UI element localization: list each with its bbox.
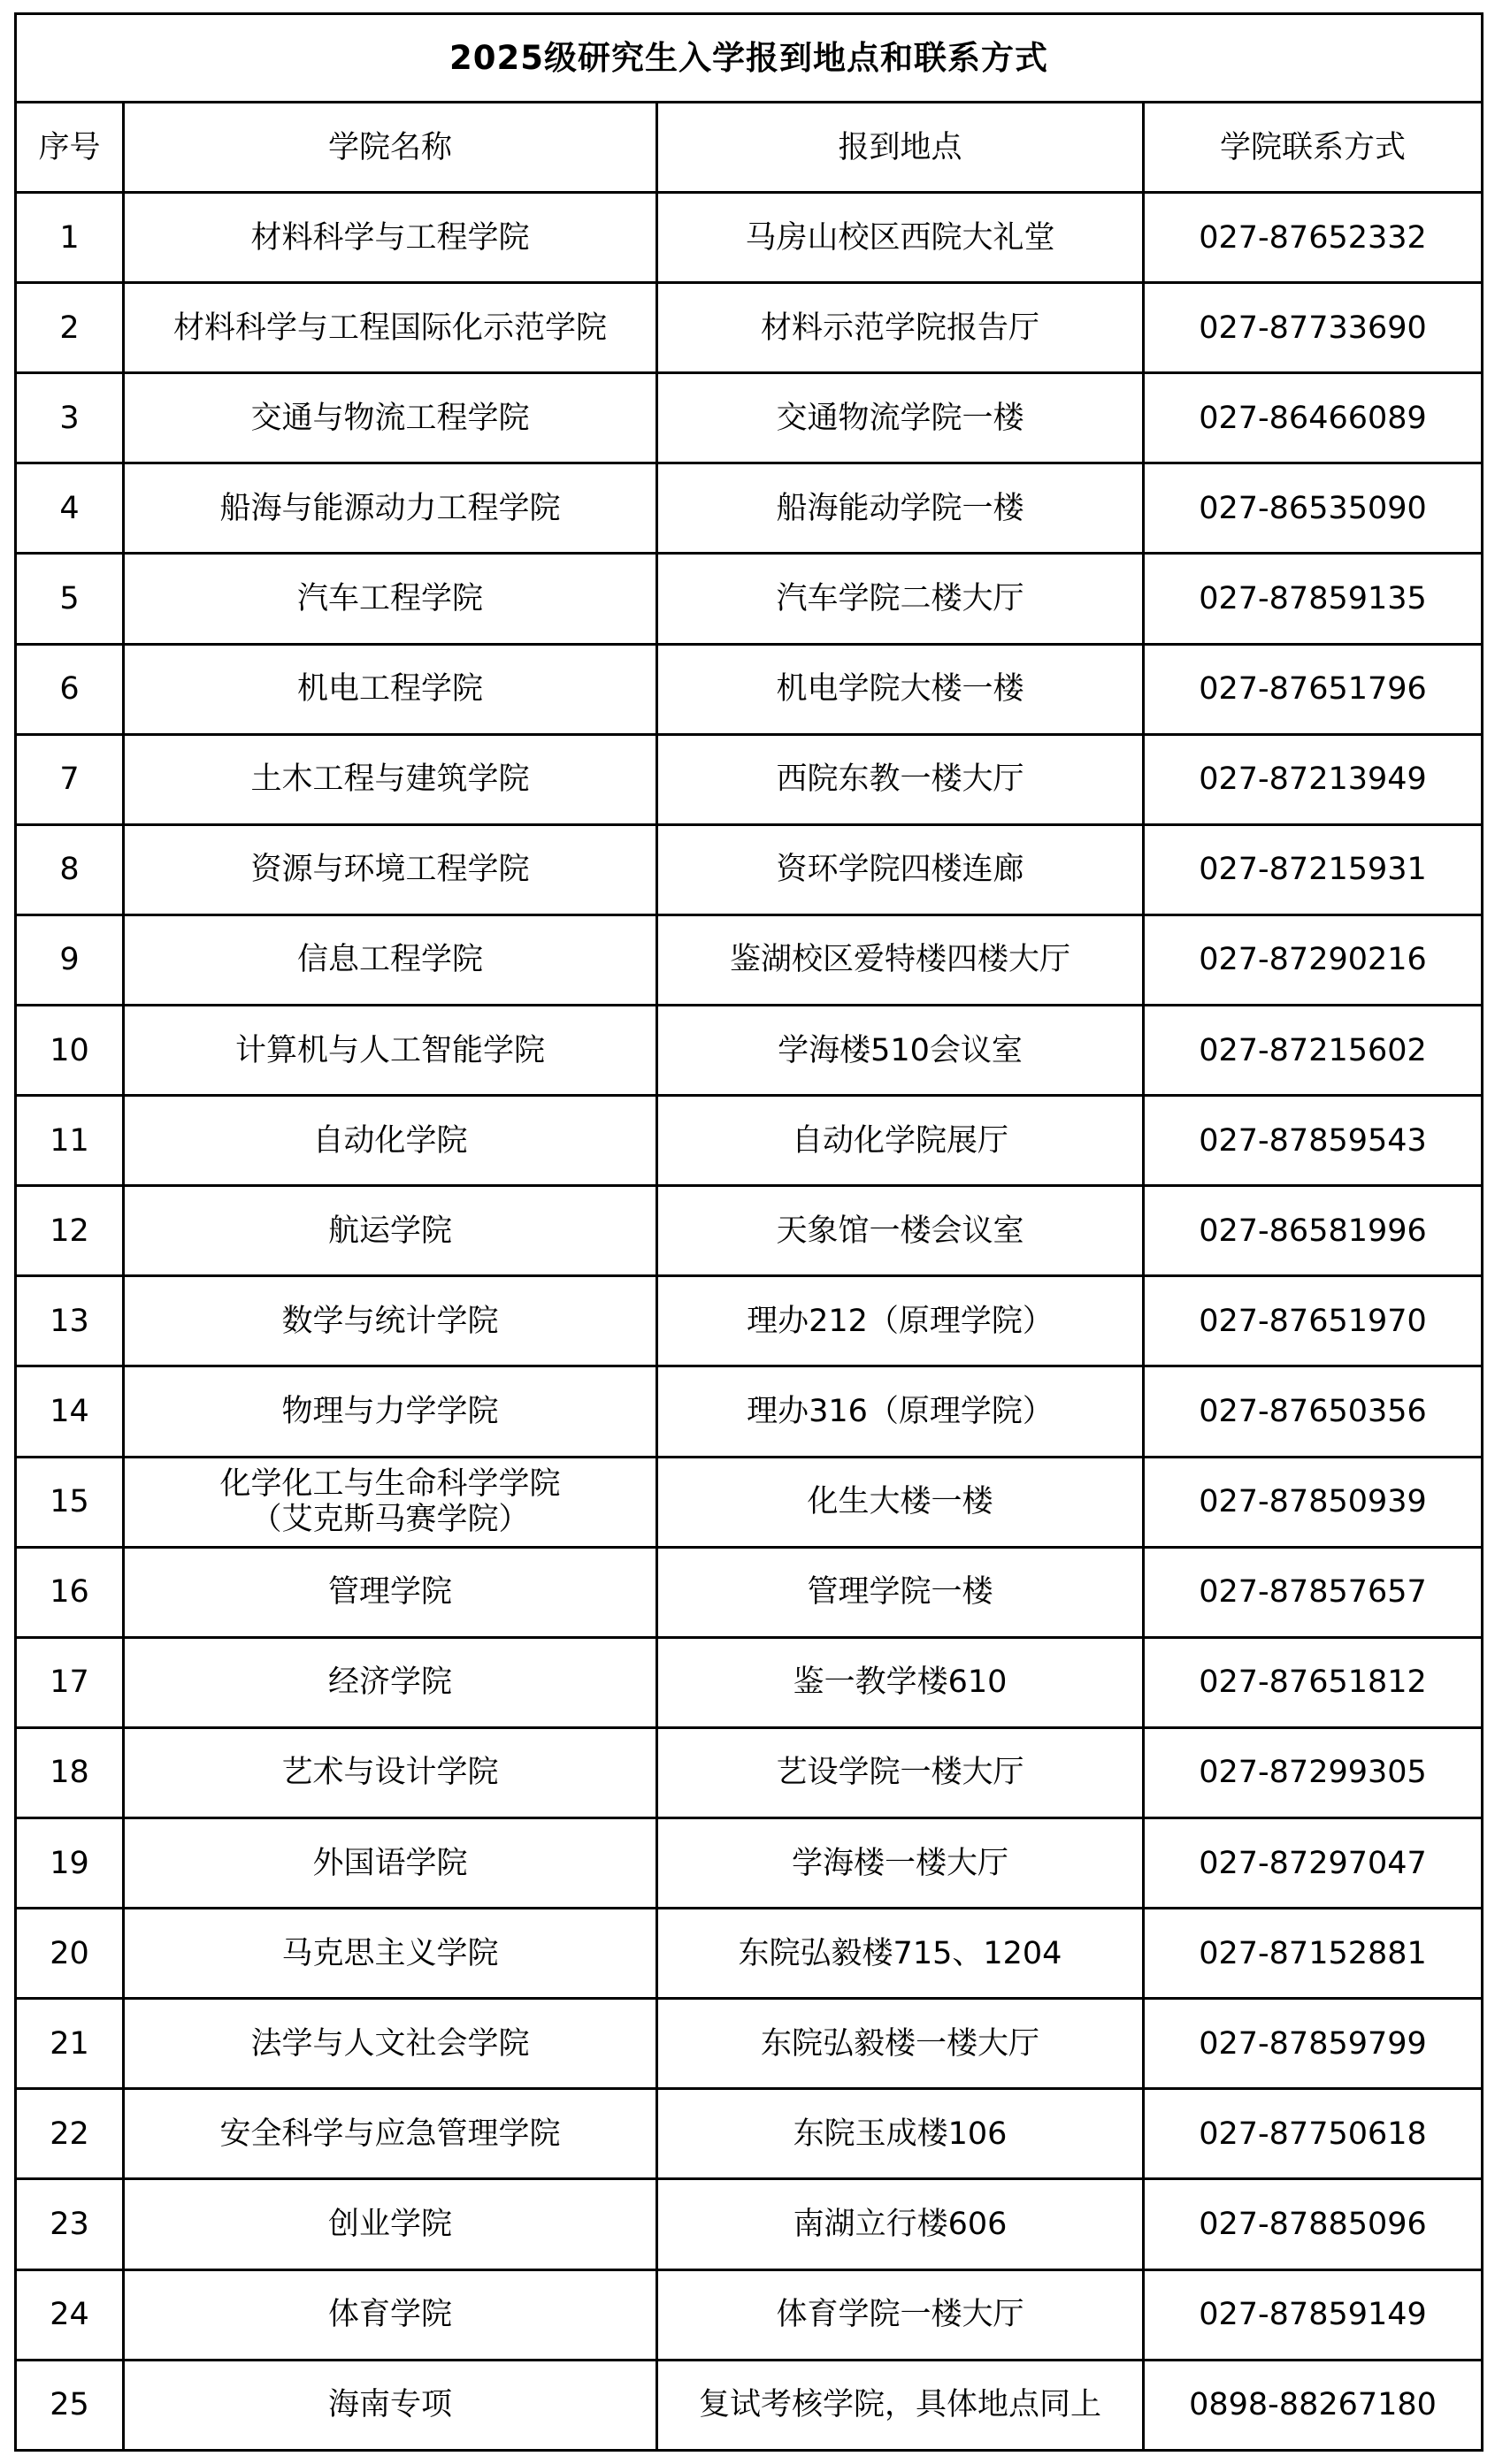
table-row: [16, 1637, 1483, 1727]
contact-phone: 0898-88267180: [1144, 2360, 1483, 2450]
registration-place: 艺设学院一楼大厅: [657, 1727, 1144, 1817]
title-row: [16, 14, 1483, 103]
contact-phone: 027-87850939: [1144, 1457, 1483, 1547]
college-name: 物理与力学学院: [124, 1366, 657, 1457]
row-number: 8: [16, 824, 124, 914]
table-row: [16, 644, 1483, 734]
contact-phone: 027-87215602: [1144, 1005, 1483, 1095]
header-no: 序号: [16, 103, 124, 193]
registration-place: 材料示范学院报告厅: [657, 283, 1144, 373]
contact-phone: 027-87215931: [1144, 824, 1483, 914]
contact-phone: 027-86581996: [1144, 1186, 1483, 1276]
college-name: 信息工程学院: [124, 914, 657, 1005]
contact-phone: 027-87885096: [1144, 2179, 1483, 2269]
college-name: 材料科学与工程国际化示范学院: [124, 283, 657, 373]
college-name: 航运学院: [124, 1186, 657, 1276]
row-number: 12: [16, 1186, 124, 1276]
college-name: 交通与物流工程学院: [124, 373, 657, 463]
college-name: 体育学院: [124, 2269, 657, 2360]
contact-phone: 027-87297047: [1144, 1817, 1483, 1908]
registration-place: 鉴湖校区爱特楼四楼大厅: [657, 914, 1144, 1005]
row-number: 3: [16, 373, 124, 463]
contact-phone: 027-87152881: [1144, 1909, 1483, 1999]
registration-place: 理办212（原理学院）: [657, 1276, 1144, 1366]
contact-phone: 027-87859543: [1144, 1096, 1483, 1186]
row-number: 2: [16, 283, 124, 373]
row-number: 22: [16, 2089, 124, 2179]
row-number: 17: [16, 1637, 124, 1727]
contact-phone: 027-86535090: [1144, 463, 1483, 554]
college-name: 资源与环境工程学院: [124, 824, 657, 914]
contact-phone: 027-87651970: [1144, 1276, 1483, 1366]
row-number: 13: [16, 1276, 124, 1366]
registration-place: 南湖立行楼606: [657, 2179, 1144, 2269]
registration-place: 鉴一教学楼610: [657, 1637, 1144, 1727]
table-row: [16, 1909, 1483, 1999]
college-name: 机电工程学院: [124, 644, 657, 734]
contact-phone: 027-86466089: [1144, 373, 1483, 463]
row-number: 21: [16, 1999, 124, 2089]
contact-phone: 027-87859149: [1144, 2269, 1483, 2360]
registration-place: 天象馆一楼会议室: [657, 1186, 1144, 1276]
contact-phone: 027-87859799: [1144, 1999, 1483, 2089]
contact-phone: 027-87299305: [1144, 1727, 1483, 1817]
college-name: 经济学院: [124, 1637, 657, 1727]
registration-table-sheet: [14, 12, 1481, 2452]
header-row: [16, 103, 1483, 193]
table-row: [16, 373, 1483, 463]
college-name-line: 化学化工与生命科学学院: [219, 1466, 561, 1503]
contact-phone: 027-87650356: [1144, 1366, 1483, 1457]
table-row: [16, 914, 1483, 1005]
contact-phone: 027-87652332: [1144, 193, 1483, 283]
contact-phone: 027-87651796: [1144, 644, 1483, 734]
row-number: 23: [16, 2179, 124, 2269]
registration-place: 体育学院一楼大厅: [657, 2269, 1144, 2360]
row-number: 1: [16, 193, 124, 283]
contact-phone: 027-87290216: [1144, 914, 1483, 1005]
registration-place: 资环学院四楼连廊: [657, 824, 1144, 914]
row-number: 16: [16, 1547, 124, 1637]
table-row: [16, 1457, 1483, 1547]
table-row: [16, 2179, 1483, 2269]
row-number: 14: [16, 1366, 124, 1457]
college-name: 土木工程与建筑学院: [124, 734, 657, 824]
registration-place: 学海楼一楼大厅: [657, 1817, 1144, 1908]
registration-place: 汽车学院二楼大厅: [657, 554, 1144, 644]
header-college: 学院名称: [124, 103, 657, 193]
registration-place: 船海能动学院一楼: [657, 463, 1144, 554]
table-row: [16, 1186, 1483, 1276]
table-title: 2025级研究生入学报到地点和联系方式: [16, 14, 1483, 103]
registration-place: 管理学院一楼: [657, 1547, 1144, 1637]
row-number: 19: [16, 1817, 124, 1908]
table-row: [16, 193, 1483, 283]
college-name: 法学与人文社会学院: [124, 1999, 657, 2089]
row-number: 10: [16, 1005, 124, 1095]
registration-place: 理办316（原理学院）: [657, 1366, 1144, 1457]
table-row: [16, 1727, 1483, 1817]
contact-phone: 027-87859135: [1144, 554, 1483, 644]
college-name-line: （艾克斯马赛学院）: [250, 1502, 530, 1538]
table-row: [16, 824, 1483, 914]
row-number: 25: [16, 2360, 124, 2450]
college-name: [124, 1457, 657, 1547]
row-number: 4: [16, 463, 124, 554]
row-number: 5: [16, 554, 124, 644]
table-row: [16, 2089, 1483, 2179]
college-name: 材料科学与工程学院: [124, 193, 657, 283]
row-number: 6: [16, 644, 124, 734]
header-place: 报到地点: [657, 103, 1144, 193]
row-number: 7: [16, 734, 124, 824]
college-name: 船海与能源动力工程学院: [124, 463, 657, 554]
contact-phone: 027-87750618: [1144, 2089, 1483, 2179]
row-number: 11: [16, 1096, 124, 1186]
table-row: [16, 1547, 1483, 1637]
registration-place: 东院玉成楼106: [657, 2089, 1144, 2179]
table-row: [16, 1005, 1483, 1095]
registration-table: [14, 12, 1484, 2452]
college-name: 外国语学院: [124, 1817, 657, 1908]
table-body: [16, 193, 1483, 2451]
college-name: 计算机与人工智能学院: [124, 1005, 657, 1095]
college-name: 安全科学与应急管理学院: [124, 2089, 657, 2179]
table-row: [16, 283, 1483, 373]
table-row: [16, 463, 1483, 554]
college-name: 创业学院: [124, 2179, 657, 2269]
table-row: [16, 1276, 1483, 1366]
table-row: [16, 1096, 1483, 1186]
contact-phone: 027-87651812: [1144, 1637, 1483, 1727]
registration-place: 机电学院大楼一楼: [657, 644, 1144, 734]
table-row: [16, 1999, 1483, 2089]
college-name: 汽车工程学院: [124, 554, 657, 644]
college-name: 自动化学院: [124, 1096, 657, 1186]
registration-place: 自动化学院展厅: [657, 1096, 1144, 1186]
table-row: [16, 554, 1483, 644]
contact-phone: 027-87857657: [1144, 1547, 1483, 1637]
row-number: 24: [16, 2269, 124, 2360]
registration-place: 复试考核学院，具体地点同上: [657, 2360, 1144, 2450]
table-row: [16, 1817, 1483, 1908]
college-name: 艺术与设计学院: [124, 1727, 657, 1817]
table-row: [16, 2269, 1483, 2360]
header-phone: 学院联系方式: [1144, 103, 1483, 193]
row-number: 18: [16, 1727, 124, 1817]
registration-place: 东院弘毅楼715、1204: [657, 1909, 1144, 1999]
registration-place: 化生大楼一楼: [657, 1457, 1144, 1547]
row-number: 20: [16, 1909, 124, 1999]
college-name: 海南专项: [124, 2360, 657, 2450]
college-name: 马克思主义学院: [124, 1909, 657, 1999]
contact-phone: 027-87213949: [1144, 734, 1483, 824]
registration-place: 东院弘毅楼一楼大厅: [657, 1999, 1144, 2089]
college-name: 数学与统计学院: [124, 1276, 657, 1366]
table-row: [16, 2360, 1483, 2450]
contact-phone: 027-87733690: [1144, 283, 1483, 373]
registration-place: 西院东教一楼大厅: [657, 734, 1144, 824]
registration-place: 马房山校区西院大礼堂: [657, 193, 1144, 283]
college-name: 管理学院: [124, 1547, 657, 1637]
table-row: [16, 734, 1483, 824]
table-row: [16, 1366, 1483, 1457]
registration-place: 交通物流学院一楼: [657, 373, 1144, 463]
row-number: 9: [16, 914, 124, 1005]
registration-place: 学海楼510会议室: [657, 1005, 1144, 1095]
row-number: 15: [16, 1457, 124, 1547]
